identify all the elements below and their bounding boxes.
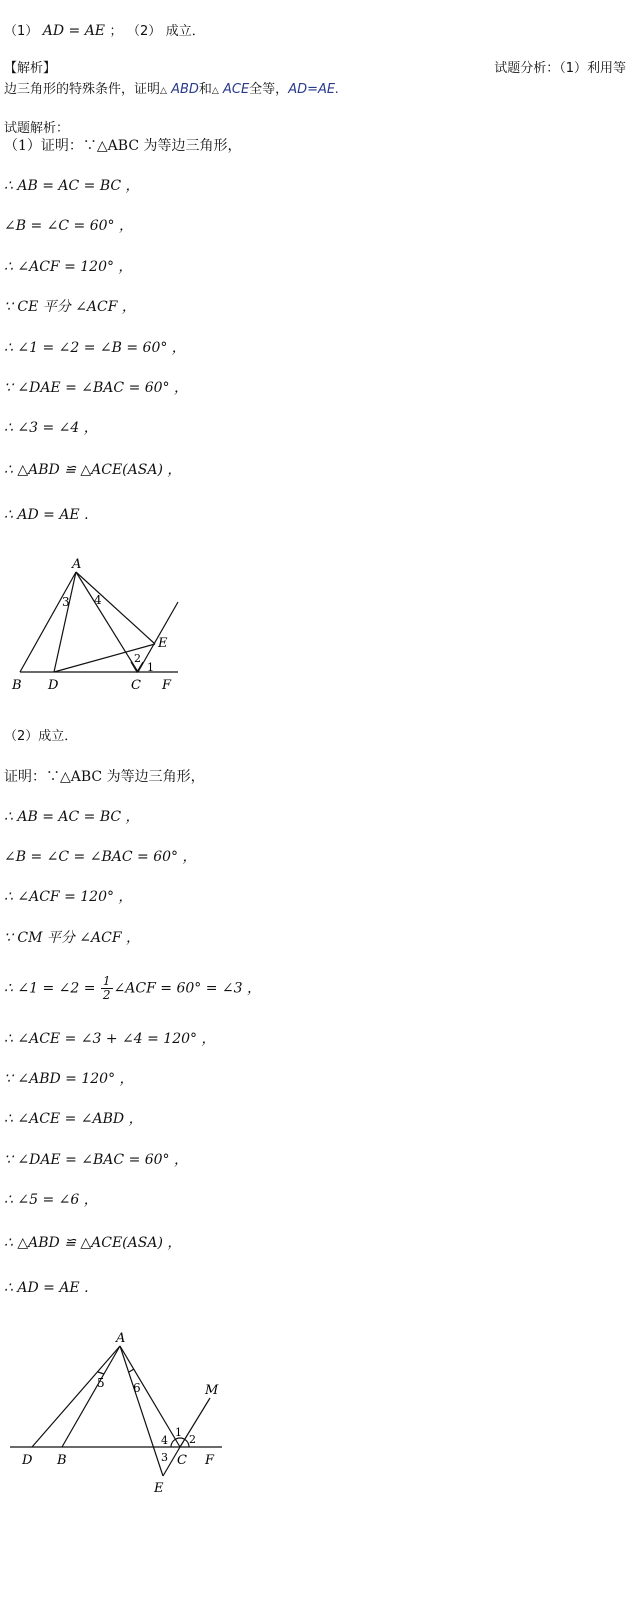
label-5: 5 [97,1376,105,1390]
answer-line [4,22,205,41]
segment-ad [32,1346,120,1447]
part1-line: ∴ ∠ACF = 120° ， [4,259,133,275]
label-M: M [205,1383,219,1398]
label-1: 1 [147,661,154,674]
fraction-numerator: 1 [102,974,111,988]
figure-1-diagram [0,550,200,700]
answer-separator: ； [109,24,123,39]
label-2: 2 [134,652,141,665]
jiexi-label: 【解析】 [4,61,57,76]
jiexi-triangle-1: ABD [171,82,199,97]
part2-fraction-line [4,975,261,1002]
jiexi-mid: 全等， [249,82,289,97]
part2-line: ∴ AB = AC = BC ， [4,809,140,825]
segment-ae [120,1346,163,1476]
answer-part2-text: 成立． [165,24,205,39]
label-D: D [22,1453,33,1468]
segment-ad [54,572,76,672]
label-C: C [177,1453,187,1468]
label-6: 6 [133,1381,141,1395]
part2-line: ∵ CM 平分 ∠ACF ， [4,930,141,946]
part1-line: ∠B = ∠C = 60° ， [4,218,133,234]
part2-line: ∴ ∠ACE = ∠ABD ， [4,1111,143,1127]
label-F: F [162,678,172,693]
segment-ab [62,1346,120,1447]
label-B: B [12,678,22,693]
solution-label: 试题解析： [4,121,70,136]
part1-line: ∴ △ABD ≌ △ACE(ASA) ， [4,462,182,478]
part1-line: ∴ AB = AC = BC ， [4,178,140,194]
fraction-line-suffix: ∠ACF = 60° = ∠3 ， [113,980,261,997]
label-2: 2 [189,1433,196,1446]
jiexi-analysis-head: 试题分析：（1）利用等 [494,61,626,76]
part2-line: ∴ ∠ACF = 120° ， [4,889,133,905]
label-F: F [205,1453,215,1468]
jiexi-triangle-2: ACE [222,82,250,97]
label-3: 3 [62,595,70,609]
part1-line: ∴ ∠3 = ∠4 ， [4,420,98,436]
answer-part2-index: （2） [126,24,162,39]
part2-line: ∴ AD = AE . [4,1280,89,1296]
label-A: A [116,1331,126,1346]
part2-line: ∠B = ∠C = ∠BAC = 60° ， [4,849,197,865]
segment-ab [20,572,76,672]
part2-line: ∴ ∠ACE = ∠3 + ∠4 = 120° ， [4,1031,216,1047]
part2-line: 证明：∵△ABC 为等边三角形， [4,769,205,785]
label-C: C [131,678,141,693]
answer-part1-index: （1） [4,24,39,39]
figure-2-diagram [0,1320,240,1520]
jiexi-end: AD=AE. [288,82,340,97]
part1-line: ∴ ∠1 = ∠2 = ∠B = 60° ， [4,340,186,356]
label-E: E [154,1481,164,1496]
jiexi-prefix: 边三角形的特殊条件，证明 [4,82,161,97]
jiexi-analysis-line: 边三角形的特殊条件，证明△ ABD和△ ACE全等，AD=AE. [4,82,340,97]
one-half-fraction [101,975,113,1002]
label-D: D [48,678,59,693]
label-1: 1 [175,1426,182,1439]
fraction-denominator: 2 [102,988,111,1002]
label-B: B [57,1453,67,1468]
part2-line: ∴ ∠5 = ∠6 ， [4,1192,98,1208]
part1-line: （1）证明：∵△ABC 为等边三角形， [4,138,242,154]
part2-line: ∵ ∠DAE = ∠BAC = 60° ， [4,1152,189,1168]
part2-heading: （2）成立． [4,729,78,744]
fraction-line-prefix: ∴ ∠1 = ∠2 = [4,980,100,997]
label-4: 4 [94,593,102,607]
label-A: A [72,557,82,572]
answer-part1-text: AD = AE [42,23,106,39]
angle-arc [171,1438,189,1447]
jiexi-and: 和 [198,82,212,97]
part1-line: ∴ AD = AE . [4,507,89,523]
part1-line: ∵ CE 平分 ∠ACF ， [4,299,136,315]
segment-ae [76,572,155,644]
label-E: E [158,636,168,651]
label-3: 3 [161,1451,168,1464]
part2-line: ∵ ∠ABD = 120° ， [4,1071,134,1087]
part1-line: ∵ ∠DAE = ∠BAC = 60° ， [4,380,189,396]
part2-line: ∴ △ABD ≌ △ACE(ASA) ， [4,1235,182,1251]
label-4: 4 [161,1434,168,1447]
segment-ac [120,1346,180,1447]
